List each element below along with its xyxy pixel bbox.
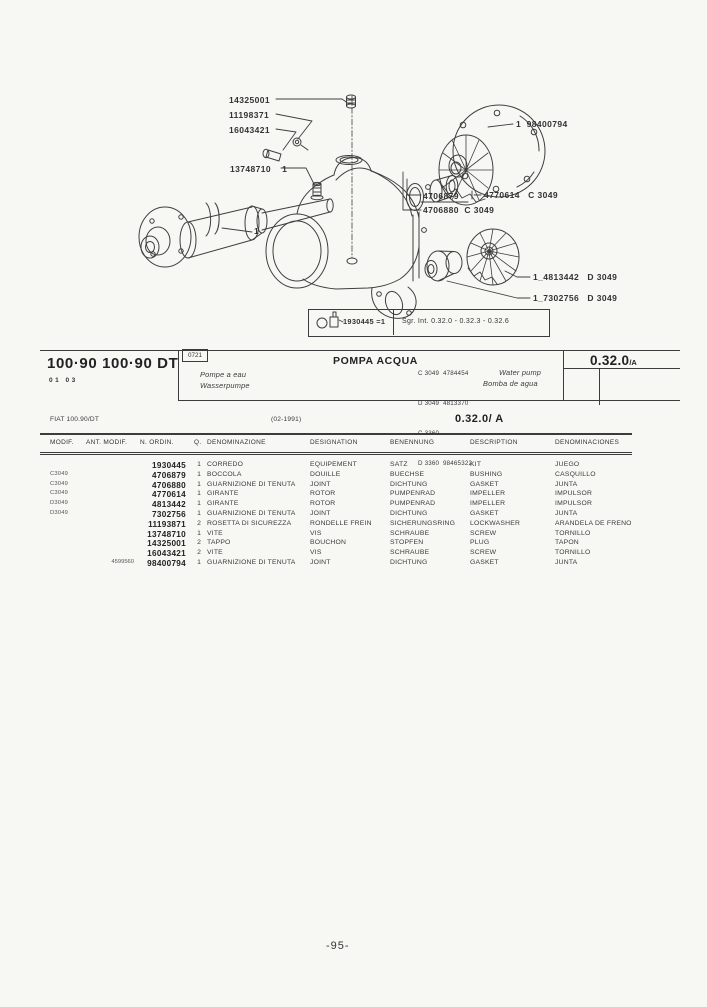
cell-fr: ROTOR	[310, 500, 336, 508]
cell-it: CORREDO	[207, 461, 244, 468]
cell-de: DICHTUNG	[390, 559, 428, 566]
kit-part-number: 1930445 =1	[343, 317, 386, 326]
cell-q: 1	[197, 480, 201, 488]
table-row	[0, 539, 660, 549]
cell-q: 1	[197, 461, 201, 468]
cell-q: 1	[197, 510, 201, 517]
diagram-part-label: 1 98400794	[516, 119, 568, 129]
cell-en: BUSHING	[470, 470, 503, 478]
cell-ant: 4599560	[111, 559, 134, 565]
variant-code-line: C 3049 4784454	[418, 370, 469, 377]
section-number-suffix: /A	[629, 358, 637, 367]
cell-fr: JOINT	[310, 480, 331, 488]
cell-n: 4706880	[152, 480, 186, 490]
cell-es: JUNTA	[555, 559, 578, 566]
table-row	[0, 520, 660, 530]
diagram-part-label: 1_4813442 D 3049	[533, 272, 618, 282]
column-header: DENOMINACIONES	[555, 439, 620, 446]
cell-fr: VIS	[310, 529, 322, 537]
cell-q: 2	[197, 519, 201, 527]
cell-de: DICHTUNG	[390, 480, 428, 488]
cell-modif: C3049	[50, 480, 69, 487]
table-rule-lower-1	[40, 452, 632, 453]
cell-n: 4706879	[152, 470, 186, 480]
cell-en: SCREW	[470, 549, 497, 557]
cell-q: 1	[197, 470, 201, 478]
table-row	[0, 500, 660, 510]
cell-it: VITE	[207, 549, 223, 557]
cell-en: IMPELLER	[470, 490, 506, 498]
cell-es: JUEGO	[555, 461, 580, 468]
cell-es: TORNILLO	[555, 549, 591, 557]
cell-fr: JOINT	[310, 559, 331, 566]
column-header: BENENNUNG	[390, 439, 435, 446]
cell-en: GASKET	[470, 510, 499, 517]
cell-n: 4813442	[152, 500, 186, 510]
column-header: DENOMINAZIONE	[207, 439, 266, 446]
table-row	[0, 549, 660, 559]
table-row	[0, 461, 660, 471]
cell-en: KIT	[470, 461, 482, 468]
cell-es: IMPULSOR	[555, 500, 593, 508]
diagram-part-label: 13748710 1	[230, 164, 288, 174]
cell-es: ARANDELA DE FRENO	[555, 519, 632, 527]
cell-en: GASKET	[470, 480, 499, 488]
model-subcode: 01 03	[49, 377, 78, 384]
table-rule-upper	[40, 433, 632, 435]
table-rule-lower-2	[40, 454, 632, 455]
table-section-number: 0.32.0/ A	[455, 413, 504, 425]
cell-fr: ROTOR	[310, 490, 336, 498]
cell-fr: BOUCHON	[310, 539, 347, 547]
cell-es: JUNTA	[555, 510, 578, 517]
cell-de: SCHRAUBE	[390, 549, 430, 557]
cell-it: TAPPO	[207, 539, 231, 547]
cell-de: BUECHSE	[390, 470, 425, 478]
cell-modif: D3049	[50, 510, 69, 516]
title-german: Wasserpumpe	[200, 381, 250, 390]
cell-it: BOCCOLA	[207, 470, 242, 478]
cell-it: GIRANTE	[207, 500, 239, 508]
diagram-part-label: 4706879	[423, 191, 459, 201]
section-number-main: 0.32.0	[590, 353, 630, 368]
cell-fr: VIS	[310, 549, 322, 557]
title-french: Pompe a eau	[200, 370, 247, 379]
section-number	[590, 352, 637, 370]
cell-de: DICHTUNG	[390, 510, 428, 517]
title-english: Water pump	[499, 368, 542, 377]
cell-de: SATZ	[390, 461, 408, 468]
cell-n: 14325001	[147, 539, 186, 549]
cell-fr: RONDELLE FREIN	[310, 519, 372, 527]
cell-q: 1	[197, 500, 201, 508]
cell-de: SCHRAUBE	[390, 529, 430, 537]
cell-es: TAPON	[555, 539, 579, 547]
title-spanish: Bomba de agua	[483, 379, 538, 388]
table-row	[0, 530, 660, 540]
cell-en: LOCKWASHER	[470, 519, 521, 527]
table-row	[0, 471, 660, 481]
column-header: DESCRIPTION	[470, 439, 518, 446]
table-row	[0, 510, 660, 520]
diagram-part-label: 14325001	[229, 95, 271, 105]
cell-fr: JOINT	[310, 510, 331, 517]
column-header: N. ORDIN.	[140, 439, 174, 446]
cell-en: IMPELLER	[470, 500, 506, 508]
column-header: DESIGNATION	[310, 439, 358, 446]
cell-es: IMPULSOR	[555, 490, 593, 498]
cell-n: 7302756	[152, 510, 186, 519]
cell-en: GASKET	[470, 559, 499, 566]
cell-q: 1	[197, 490, 201, 498]
table-row	[0, 481, 660, 491]
table-row	[0, 559, 660, 569]
parts-table-rows	[0, 461, 707, 581]
diagram-part-label: 4706880 C 3049	[423, 205, 495, 215]
cell-en: SCREW	[470, 529, 497, 537]
diagram-part-label: 16043421	[229, 125, 271, 135]
cell-q: 2	[197, 539, 201, 547]
table-date: (02-1991)	[271, 416, 302, 423]
cell-modif: C3049	[50, 470, 69, 477]
title-italian: POMPA ACQUA	[333, 355, 418, 367]
cell-it: GUARNIZIONE DI TENUTA	[207, 510, 296, 517]
cell-q: 1	[197, 529, 201, 537]
header-divider-right	[563, 350, 564, 400]
kit-box-divider	[393, 309, 394, 335]
cell-n: 1930445	[152, 461, 186, 470]
model-title: 100·90 100·90 DT	[47, 355, 179, 372]
cell-modif: D3049	[50, 500, 69, 507]
cell-fr: DOUILLE	[310, 470, 341, 478]
variant-code-line: D 3049 4813370	[418, 400, 469, 407]
cell-it: GUARNIZIONE DI TENUTA	[207, 559, 296, 566]
kit-subgroup-note: Sgr. Int. 0.32.0 - 0.32.3 - 0.32.6	[402, 318, 510, 325]
cell-de: PUMPENRAD	[390, 500, 436, 508]
cell-n: 98400794	[147, 559, 186, 568]
header-rule-top	[40, 350, 680, 351]
page-number: -95-	[326, 940, 350, 952]
cell-n: 4770614	[152, 490, 186, 500]
diagram-part-label: 11198371	[229, 110, 270, 120]
cell-de: PUMPENRAD	[390, 490, 436, 498]
cell-it: VITE	[207, 529, 223, 537]
cell-modif: C3049	[50, 490, 69, 497]
table-row	[0, 490, 660, 500]
cell-q: 1	[197, 559, 201, 566]
cell-it: GIRANTE	[207, 490, 239, 498]
cell-it: GUARNIZIONE DI TENUTA	[207, 480, 296, 488]
catalog-code-box: 0721	[182, 349, 208, 362]
cell-es: TORNILLO	[555, 529, 591, 537]
cell-n: 13748710	[147, 529, 186, 539]
cell-it: ROSETTA DI SICUREZZA	[207, 519, 292, 527]
cell-fr: EQUIPEMENT	[310, 461, 357, 468]
variant-code-line: D 3360 98465322	[418, 460, 473, 467]
cell-de: SICHERUNGSRING	[390, 519, 456, 527]
cell-n: 11193871	[148, 519, 186, 529]
column-header: MODIF.	[50, 439, 74, 446]
cell-es: JUNTA	[555, 480, 578, 488]
cell-de: STOPFEN	[390, 539, 424, 547]
table-model-line: FIAT 100.90/DT	[50, 416, 100, 423]
cell-es: CASQUILLO	[555, 470, 596, 478]
column-header: Q.	[194, 439, 202, 446]
cell-en: PLUG	[470, 539, 490, 547]
diagram-part-label: 1_7302756 D 3049	[533, 293, 618, 303]
diagram-part-label: 4770614 C 3049	[484, 190, 558, 200]
column-header: ANT. MODIF.	[86, 439, 128, 446]
diagram-part-label: 1	[254, 226, 260, 236]
cell-q: 2	[197, 549, 201, 557]
cell-n: 16043421	[147, 549, 186, 559]
